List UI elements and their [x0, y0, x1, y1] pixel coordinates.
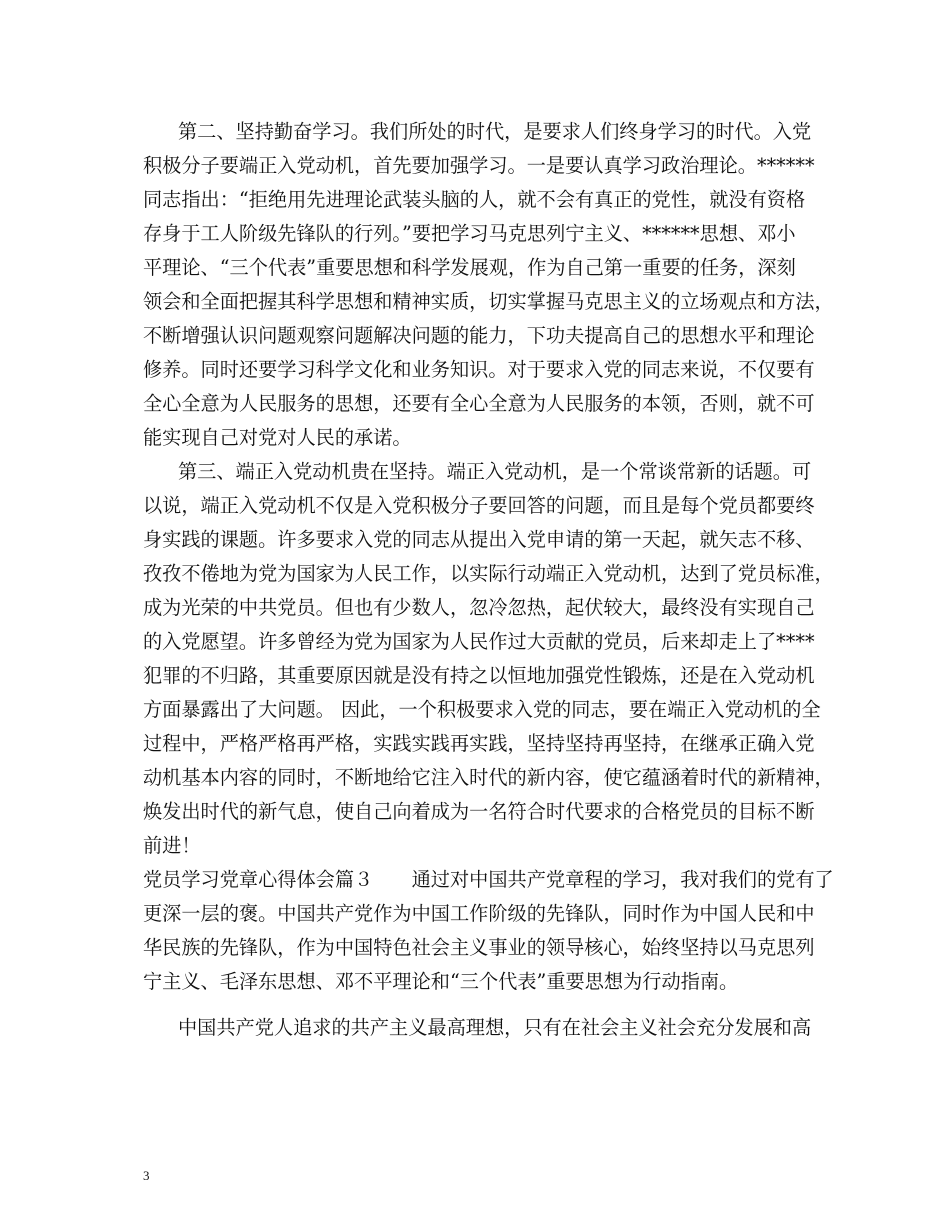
- paragraph-line: 中国共产党人追求的共产主义最高理想，只有在社会主义社会充分发展和高: [178, 1016, 812, 1039]
- paragraph-line: 积极分子要端正入党动机，首先要加强学习。一是要认真学习政治理论。******: [143, 154, 815, 177]
- paragraph-line: 成为光荣的中共党员。但也有少数人，忽冷忽热，起伏较大，最终没有实现自己: [143, 596, 815, 619]
- paragraph-line: 孜孜不倦地为党为国家为人民工作，以实际行动端正入党动机，达到了党员标准，: [143, 562, 834, 585]
- paragraph-line: 修养。同时还要学习科学文化和业务知识。对于要求入党的同志来说，不仅要有: [143, 358, 815, 381]
- paragraph-line: 不断增强认识问题观察问题解决问题的能力，下功夫提高自己的思想水平和理论: [143, 324, 815, 347]
- paragraph-line: 第二、坚持勤奋学习。我们所处的时代，是要求人们终身学习的时代。入党: [178, 120, 812, 143]
- paragraph-line: 第三、端正入党动机贵在坚持。端正入党动机，是一个常谈常新的话题。可: [178, 460, 812, 483]
- paragraph-line: 全心全意为人民服务的思想，还要有全心全意为人民服务的本领，否则，就不可: [143, 392, 815, 415]
- paragraph-line: 同志指出：“拒绝用先进理论武装头脑的人，就不会有真正的党性，就没有资格: [143, 188, 806, 211]
- paragraph-line: 过程中，严格严格再严格，实践实践再实践，坚持坚持再坚持，在继承正确入党: [143, 732, 815, 755]
- paragraph-line: 能实现自己对党对人民的承诺。: [143, 426, 412, 449]
- paragraph-line: 身实践的课题。许多要求入党的同志从提出入党申请的第一天起，就矢志不移、: [143, 528, 815, 551]
- paragraph-line: 华民族的先锋队，作为中国特色社会主义事业的领导核心，始终坚持以马克思列: [143, 936, 815, 959]
- paragraph-line: 更深一层的褒。中国共产党作为中国工作阶级的先锋队，同时作为中国人民和中: [143, 902, 815, 925]
- paragraph-line: 平理论、“三个代表”重要思想和科学发展观，作为自己第一重要的任务，深刻: [143, 256, 796, 279]
- paragraph-line: 宁主义、毛泽东思想、邓不平理论和“三个代表”重要思想为行动指南。: [143, 970, 739, 993]
- paragraph-line: 领会和全面把握其科学思想和精神实质，切实掌握马克思主义的立场观点和方法，: [143, 290, 834, 313]
- page-number: 3: [143, 1168, 150, 1183]
- paragraph-line: 方面暴露出了大问题。 因此，一个积极要求入党的同志，要在端正入党动机的全: [143, 698, 821, 721]
- paragraph-line: 焕发出时代的新气息，使自己向着成为一名符合时代要求的合格党员的目标不断: [143, 800, 815, 823]
- paragraph-line: 以说，端正入党动机不仅是入党积极分子要回答的问题，而且是每个党员都要终: [143, 494, 815, 517]
- paragraph-line: 存身于工人阶级先锋队的行列。”要把学习马克思列宁主义、******思想、邓小: [143, 222, 796, 245]
- paragraph-line: 前进！: [143, 834, 201, 857]
- section-heading-line: 党员学习党章心得体会篇３ 通过对中国共产党章程的学习，我对我们的党有了: [143, 868, 834, 891]
- paragraph-line: 的入党愿望。许多曾经为党为国家为人民作过大贡献的党员，后来却走上了****: [143, 630, 815, 653]
- paragraph-line: 动机基本内容的同时，不断地给它注入时代的新内容，使它蕴涵着时代的新精神，: [143, 766, 834, 789]
- paragraph-line: 犯罪的不归路，其重要原因就是没有持之以恒地加强党性锻炼，还是在入党动机: [143, 664, 815, 687]
